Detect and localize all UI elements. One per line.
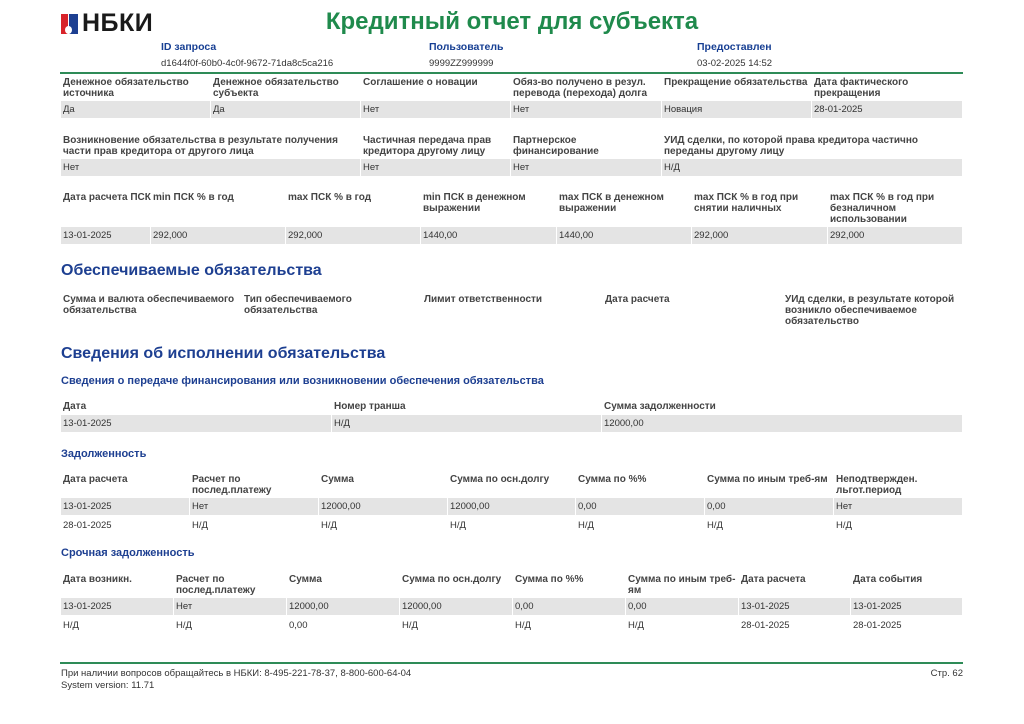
col-header: Сумма	[289, 574, 322, 585]
user-label: Пользователь	[429, 41, 504, 53]
table-cell: Да	[61, 101, 211, 118]
col-header: Сумма по иным треб-ям	[707, 474, 828, 485]
col-header: Номер транша	[334, 401, 406, 412]
col-header: УИд сделки, в результате которой возникло обеспечиваемое обязательство	[785, 294, 955, 327]
table-cell: Да	[211, 101, 361, 118]
footer-contact-line: При наличии вопросов обращайтесь в НБКИ: 8-495-221-78-37, 8-800-600-64-04	[61, 668, 412, 679]
table-cell: 0,00	[513, 598, 626, 615]
rights-transfer-table	[61, 135, 963, 176]
provided-label: Предоставлен	[697, 41, 772, 53]
table-cell: Нет	[361, 159, 511, 176]
table-row	[61, 498, 963, 515]
table-cell: 0,00	[705, 498, 834, 515]
table-cell: 13-01-2025	[61, 498, 190, 515]
page-number: Стр. 62	[930, 668, 963, 679]
table-row	[61, 617, 963, 634]
transfer-table	[61, 401, 963, 432]
col-header: Дата фактического прекращения	[814, 77, 909, 99]
table-cell: Н/Д	[626, 617, 739, 634]
table-cell: Н/Д	[513, 617, 626, 634]
col-header: Сумма по иным треб-ям	[628, 574, 736, 596]
col-header: Сумма по осн.долгу	[402, 574, 502, 585]
table-cell: Нет	[511, 101, 662, 118]
col-header: Частичная передача прав кредитора другому лицу	[363, 135, 492, 157]
secured-obligations-table	[61, 294, 963, 327]
table-cell: Н/Д	[576, 517, 705, 534]
col-header: Дата расчета	[741, 574, 806, 585]
obligation-table	[61, 77, 963, 118]
col-header: Лимит ответственности	[424, 294, 543, 305]
table-cell: 292,000	[828, 227, 963, 244]
table-cell: Н/Д	[400, 617, 513, 634]
table-row	[61, 517, 963, 534]
table-cell: Н/Д	[190, 517, 319, 534]
col-header: Сумма	[321, 474, 354, 485]
request-id-field	[161, 41, 333, 69]
col-header: Расчет по послед.платежу	[176, 574, 256, 596]
table-cell: 28-01-2025	[61, 517, 190, 534]
table-cell: 12000,00	[287, 598, 400, 615]
table-cell: 28-01-2025	[851, 617, 963, 634]
table-cell: 13-01-2025	[61, 598, 174, 615]
table-row	[61, 101, 963, 118]
table-cell: Н/Д	[174, 617, 287, 634]
table-cell: 12000,00	[319, 498, 448, 515]
col-header: max ПСК в денежном выражении	[559, 192, 664, 214]
col-header: Сумма по %%	[515, 574, 584, 585]
col-header: max ПСК % в год при безналичном использовании	[830, 192, 935, 225]
table-cell: 12000,00	[448, 498, 576, 515]
user-value: 9999ZZ999999	[429, 58, 494, 69]
table-cell: 0,00	[576, 498, 705, 515]
system-version: System version: 11.71	[61, 680, 155, 691]
table-row	[61, 159, 963, 176]
table-cell: 0,00	[287, 617, 400, 634]
header-rule	[60, 72, 963, 74]
col-header: Дата события	[853, 574, 923, 585]
table-cell: Н/Д	[834, 517, 963, 534]
logo-text: НБКИ	[82, 9, 154, 37]
col-header: Дата возникн.	[63, 574, 132, 585]
col-header: Партнерское финансирование	[513, 135, 599, 157]
table-header-row	[61, 192, 963, 225]
col-header: Сумма по осн.долгу	[450, 474, 550, 485]
table-cell: Новация	[662, 101, 812, 118]
col-header: Дата расчета ПСК	[63, 192, 151, 203]
urgent-debt-subtitle: Срочная задолженность	[61, 547, 195, 559]
table-row	[61, 415, 963, 432]
table-cell: Н/Д	[705, 517, 834, 534]
provided-value: 03-02-2025 14:52	[697, 58, 773, 69]
table-cell: Нет	[174, 598, 287, 615]
col-header: Обяз-во получено в резул. перевода (перехода) долга	[513, 77, 648, 99]
col-header: УИД сделки, по которой права кредитора частично переданы другому лицу	[664, 135, 919, 157]
table-cell: 292,000	[151, 227, 286, 244]
psk-table	[61, 192, 963, 244]
col-header: Денежное обязательство субъекта	[213, 77, 339, 99]
transfer-subtitle: Сведения о передаче финансирования или возникновении обеспечения обязательства	[61, 375, 544, 387]
table-cell: 292,000	[692, 227, 828, 244]
col-header: Прекращение обязательства	[664, 77, 808, 88]
table-cell: 1440,00	[421, 227, 557, 244]
table-cell: 13-01-2025	[851, 598, 963, 615]
table-header-row	[61, 135, 963, 157]
col-header: Денежное обязательство источника	[63, 77, 189, 99]
table-row	[61, 227, 963, 244]
table-cell: 28-01-2025	[812, 101, 963, 118]
table-header-row	[61, 574, 963, 596]
table-cell: 12000,00	[400, 598, 513, 615]
request-id-value: d1644f0f-60b0-4c0f-9672-71da8c5ca216	[161, 58, 334, 69]
table-cell: Н/Д	[61, 617, 174, 634]
table-cell: Нет	[834, 498, 963, 515]
col-header: Дата	[63, 401, 87, 412]
col-header: max ПСК % в год	[288, 192, 372, 203]
table-cell: 0,00	[626, 598, 739, 615]
col-header: Сумма по %%	[578, 474, 647, 485]
table-cell: 28-01-2025	[739, 617, 851, 634]
secured-obligations-title: Обеспечиваемые обязательства	[61, 262, 322, 279]
table-cell: 1440,00	[557, 227, 692, 244]
footer-contact	[61, 668, 411, 692]
table-cell: 292,000	[286, 227, 421, 244]
document-title: Кредитный отчет для субъекта	[325, 8, 699, 35]
col-header: Сумма и валюта обеспечиваемого обязательства	[63, 294, 235, 316]
user-field	[429, 41, 503, 69]
execution-info-title: Сведения об исполнении обязательства	[61, 345, 386, 362]
footer-rule	[60, 662, 963, 664]
table-cell: Н/Д	[448, 517, 576, 534]
table-header-row	[61, 77, 963, 99]
col-header: Дата расчета	[63, 474, 128, 485]
table-header-row	[61, 294, 963, 327]
table-cell: 12000,00	[602, 415, 963, 432]
table-row	[61, 598, 963, 615]
request-id-label: ID запроса	[161, 41, 217, 53]
urgent-debt-table	[61, 574, 963, 634]
col-header: Расчет по послед.платежу	[192, 474, 272, 496]
table-header-row	[61, 401, 963, 413]
col-header: max ПСК % в год при снятии наличных	[694, 192, 799, 214]
table-cell: Н/Д	[662, 159, 963, 176]
table-cell: Н/Д	[332, 415, 602, 432]
table-cell: 13-01-2025	[61, 227, 151, 244]
col-header: Соглашение о новации	[363, 77, 478, 88]
table-cell: 13-01-2025	[61, 415, 332, 432]
col-header: min ПСК в денежном выражении	[423, 192, 526, 214]
col-header: Сумма задолженности	[604, 401, 716, 412]
table-cell: Нет	[361, 101, 511, 118]
debt-subtitle: Задолженность	[61, 448, 147, 460]
col-header: min ПСК % в год	[153, 192, 234, 203]
table-cell: Нет	[190, 498, 319, 515]
col-header: Дата расчета	[605, 294, 670, 305]
table-cell: Нет	[61, 159, 361, 176]
table-cell: 13-01-2025	[739, 598, 851, 615]
table-cell: Н/Д	[319, 517, 448, 534]
debt-table	[61, 474, 963, 534]
col-header: Неподтвержден. льгот.период	[836, 474, 918, 496]
table-header-row	[61, 474, 963, 496]
table-cell: Нет	[511, 159, 662, 176]
col-header: Тип обеспечиваемого обязательства	[244, 294, 352, 316]
col-header: Возникновение обязательства в результате получения части прав кредитора от другого лица	[63, 135, 338, 157]
provided-field	[697, 41, 772, 69]
